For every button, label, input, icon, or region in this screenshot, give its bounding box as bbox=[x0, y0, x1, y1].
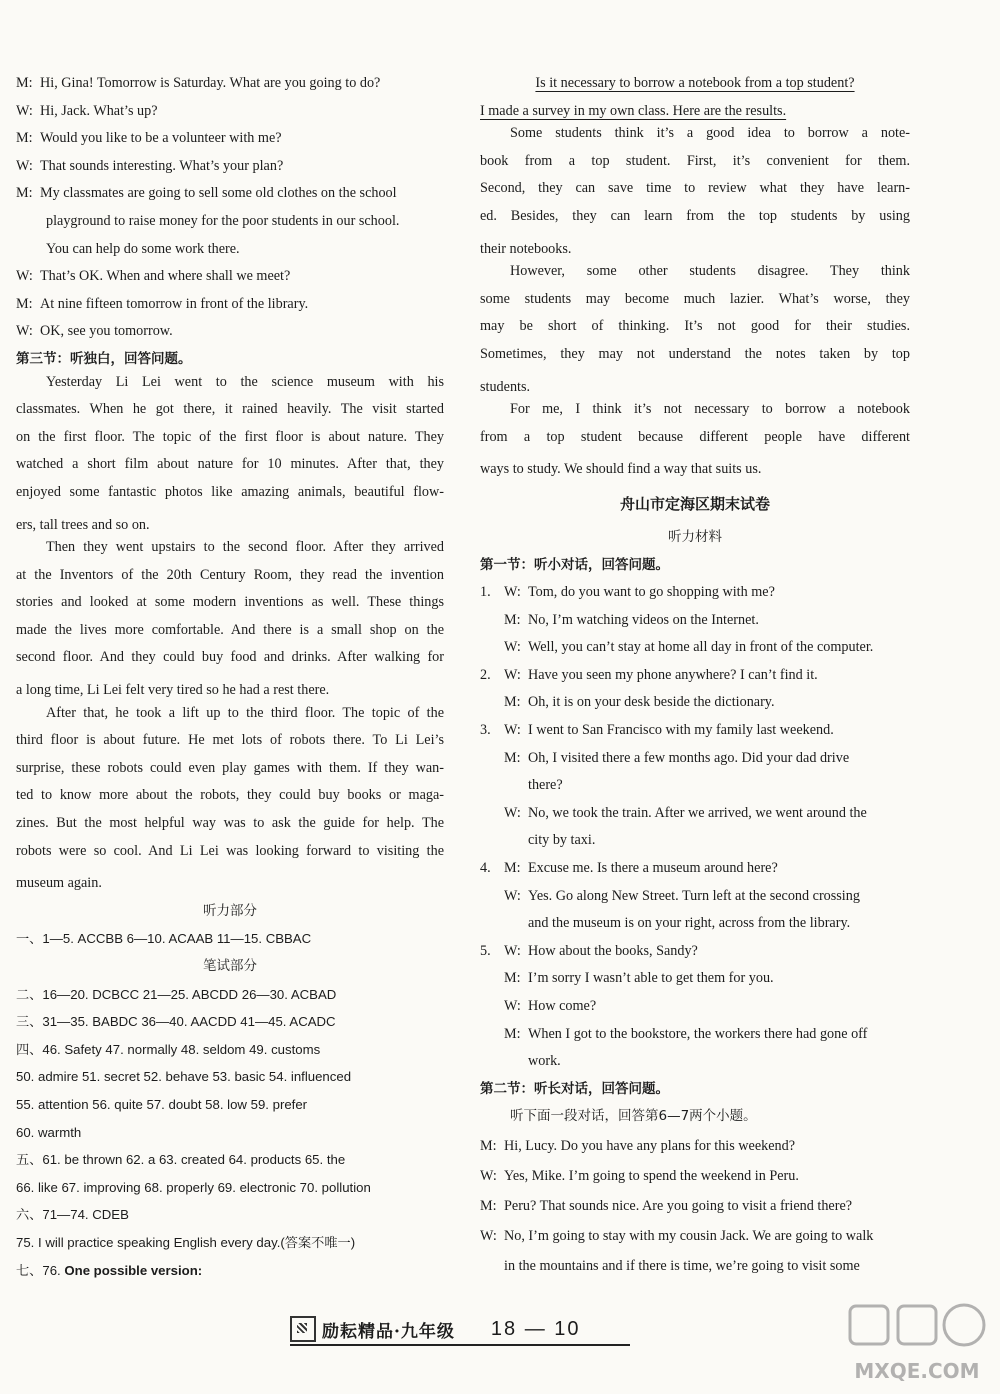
dialogue-line: W: OK, see you tomorrow. bbox=[16, 323, 173, 340]
section-heading: 第一节：听小对话，回答问题。 bbox=[480, 556, 669, 573]
answer-line: 60. warmth bbox=[16, 1124, 82, 1140]
dialogue-line: M: Hi, Gina! Tomorrow is Saturday. What are you going to do? bbox=[16, 75, 381, 91]
dialogue-line: playground to raise money for the poor students in our school. bbox=[46, 212, 400, 229]
text-line: However, some other students disagree. They think bbox=[510, 263, 910, 280]
watermark-logo bbox=[842, 1300, 992, 1390]
answer-line: 四、46. Safety 47. normally 48. seldom 49. customs bbox=[16, 1041, 321, 1057]
dialogue-line: 4. M: Excuse me. Is there a museum around here? bbox=[480, 860, 778, 877]
footer-divider bbox=[290, 1344, 630, 1346]
dialogue-line: W: Yes. Go along New Street. Turn left at the second crossing bbox=[504, 887, 860, 904]
text-line: at the Inventors of the 20th Century Room, they read the invention bbox=[16, 566, 444, 583]
right-column bbox=[480, 70, 910, 1281]
text-line: third floor is about future. He met lots of robots there. To Li Lei’s bbox=[16, 732, 444, 749]
dialogue-line: M: Would you like to be a volunteer with me? bbox=[16, 130, 282, 147]
dialogue-line: M: At nine fifteen tomorrow in front of the library. bbox=[16, 295, 309, 312]
listening-materials-title: 听力材料 bbox=[668, 528, 722, 545]
text-line: students. bbox=[480, 378, 531, 395]
dialogue-line: M: Oh, it is on your desk beside the dictionary. bbox=[504, 694, 775, 711]
text-line: Second, they can save time to review what they have learn- bbox=[480, 180, 910, 197]
monologue-text bbox=[16, 374, 444, 898]
text-line: may be short of thinking. It’s not good for their studies. bbox=[480, 318, 910, 335]
dialogue-line: W: Hi, Jack. What’s up? bbox=[16, 102, 158, 119]
dialogue-line: in the mountains and if there is time, we’re going to visit some bbox=[504, 1257, 860, 1274]
text-line: second floor. And they could buy food and drinks. After walking for bbox=[16, 649, 444, 666]
text-line: book from a top student. First, it’s convenient for them. bbox=[480, 152, 910, 169]
answer-line: 50. admire 51. secret 52. behave 53. basic 54. influenced bbox=[16, 1069, 352, 1085]
essay-text bbox=[480, 125, 910, 484]
dialogue-line: city by taxi. bbox=[528, 832, 596, 849]
dialogue-line: M: Oh, I visited there a few months ago. Did your dad drive bbox=[504, 749, 850, 766]
answer-line: 七、76. One possible version: bbox=[16, 1262, 203, 1278]
page-footer bbox=[290, 1314, 630, 1344]
section-heading: 第二节：听长对话，回答问题。 bbox=[480, 1080, 669, 1097]
text-line: a long time, Li Lei felt very tired so he had a rest there. bbox=[16, 682, 330, 699]
answer-line: 六、71—74. CDEB bbox=[16, 1207, 129, 1223]
watermark-domain: MXQE.COM bbox=[854, 1359, 980, 1383]
text-line: zines. But the most helpful way was to ask the guide for help. The bbox=[16, 815, 444, 832]
text-line: made the lives more comfortable. And there is a small shop on the bbox=[16, 621, 444, 638]
text-line: Then they went upstairs to the second floor. After they arrived bbox=[46, 539, 444, 556]
text-line: their notebooks. bbox=[480, 240, 572, 257]
text-line: ways to study. We should find a way that suits us. bbox=[480, 461, 762, 478]
dialogue-line: M: Hi, Lucy. Do you have any plans for this weekend? bbox=[480, 1137, 796, 1154]
text-line: enjoyed some fantastic photos like amazing animals, beautiful flow- bbox=[16, 483, 444, 500]
essay-title: I made a survey in my own class. Here are the results. bbox=[480, 102, 787, 119]
text-line: stories and looked at some modern inventions as well. These things bbox=[16, 594, 444, 611]
dialogue-line: 5. W: How about the books, Sandy? bbox=[480, 942, 698, 959]
dialogue-line: W: No, we took the train. After we arrived, we went around the bbox=[504, 804, 867, 821]
text-line: some students may become much lazier. What’s worse, they bbox=[480, 290, 910, 307]
long-dialogue bbox=[480, 1131, 910, 1281]
text-line: After that, he took a lift up to the third floor. The topic of the bbox=[46, 704, 444, 721]
dialogue-line: and the museum is on your right, across from the library. bbox=[528, 915, 851, 932]
text-line: classmates. When he got there, it rained heavily. The visit started bbox=[16, 401, 444, 418]
section-heading: 第三节：听独白，回答问题。 bbox=[16, 350, 192, 367]
answer-line: 75. I will practice speaking English every day.(答案不唯一) bbox=[16, 1234, 356, 1250]
left-column bbox=[16, 70, 444, 1284]
dialogue-line: M: My classmates are going to sell some old clothes on the school bbox=[16, 185, 397, 202]
dialogue-line: W: Yes, Mike. I’m going to spend the weekend in Peru. bbox=[480, 1167, 799, 1184]
text-line: Some students think it’s a good idea to borrow a note- bbox=[510, 125, 910, 142]
dialogue-line: You can help do some work there. bbox=[46, 240, 240, 257]
dialogue-block bbox=[16, 70, 444, 346]
exam-title: 舟山市定海区期末试卷 bbox=[619, 494, 770, 513]
text-line: For me, I think it’s not necessary to borrow a notebook bbox=[510, 401, 910, 418]
dialogue-line: M: Peru? That sounds nice. Are you going to visit a friend there? bbox=[480, 1197, 853, 1214]
text-line: Sometimes, they may not understand the notes taken by top bbox=[480, 345, 910, 362]
text-line: surprise, these robots could even play games with them. If they wan- bbox=[16, 759, 444, 776]
dialogue-line: W: How come? bbox=[504, 998, 597, 1014]
text-line: Yesterday Li Lei went to the science museum with his bbox=[46, 373, 444, 390]
text-line: ers, tall trees and so on. bbox=[16, 516, 150, 533]
text-line: ted to know more about the robots, they could buy books or maga- bbox=[16, 787, 444, 804]
answer-line: 三、31—35. BABDC 36—40. AACDD 41—45. ACADC bbox=[16, 1014, 336, 1030]
answer-line: 一、1—5. ACCBB 6—10. ACAAB 11—15. CBBAC bbox=[16, 931, 312, 947]
dialogue-line: M: When I got to the bookstore, the workers there had gone off bbox=[504, 1025, 868, 1042]
text-line: from a top student because different people have different bbox=[480, 428, 910, 445]
answer-line: 55. attention 56. quite 57. doubt 58. low 59. prefer bbox=[16, 1096, 308, 1112]
dialogue-line: W: Well, you can’t stay at home all day in front of the computer. bbox=[504, 639, 874, 656]
text-line: robots were so cool. And Li Lei was looking forward to visiting the bbox=[16, 842, 444, 859]
page-number: 18 — 10 bbox=[490, 1317, 581, 1340]
dialogue-line: W: That’s OK. When and where shall we meet? bbox=[16, 268, 291, 285]
dialogue-line: 2. W: Have you seen my phone anywhere? I can’t find it. bbox=[480, 666, 818, 683]
writing-part-title: 笔试部分 bbox=[203, 958, 257, 974]
dialogue-line: 3. W: I went to San Francisco with my family last weekend. bbox=[480, 722, 834, 739]
brand-logo-icon bbox=[290, 1316, 316, 1342]
dialogue-line: W: That sounds interesting. What’s your plan? bbox=[16, 157, 284, 174]
footer-brand: 励耘精品·九年级 bbox=[322, 1321, 455, 1342]
dialogue-line: work. bbox=[528, 1053, 561, 1070]
dialogue-line: there? bbox=[528, 777, 563, 794]
dialogue-line: M: I’m sorry I wasn’t able to get them for you. bbox=[504, 970, 774, 987]
dialogue-line: M: No, I’m watching videos on the Internet. bbox=[504, 611, 759, 628]
section-intro: 听下面一段对话，回答第6—7两个小题。 bbox=[510, 1108, 757, 1125]
text-line: on the first floor. The topic of the first floor is about nature. They bbox=[16, 428, 444, 445]
answer-line: 二、16—20. DCBCC 21—25. ABCDD 26—30. ACBAD bbox=[16, 986, 337, 1002]
essay-title: Is it necessary to borrow a notebook from a top student? bbox=[535, 75, 855, 91]
text-line: ed. Besides, they can learn from the top students by using bbox=[480, 207, 910, 224]
answer-line: 五、61. be thrown 62. a 63. created 64. products 65. the bbox=[16, 1152, 346, 1168]
listening-part-title: 听力部分 bbox=[203, 902, 257, 919]
text-line: watched a short film about nature for 10 minutes. After that, they bbox=[16, 456, 444, 473]
answer-list bbox=[16, 981, 444, 1257]
text-line: museum again. bbox=[16, 875, 102, 892]
dialogue-line: 1. W: Tom, do you want to go shopping with me? bbox=[480, 584, 775, 601]
dialogue-line: W: No, I’m going to stay with my cousin Jack. We are going to walk bbox=[480, 1227, 874, 1244]
answer-line: 66. like 67. improving 68. properly 69. electronic 70. pollution bbox=[16, 1179, 371, 1195]
short-dialogues bbox=[480, 579, 910, 1076]
